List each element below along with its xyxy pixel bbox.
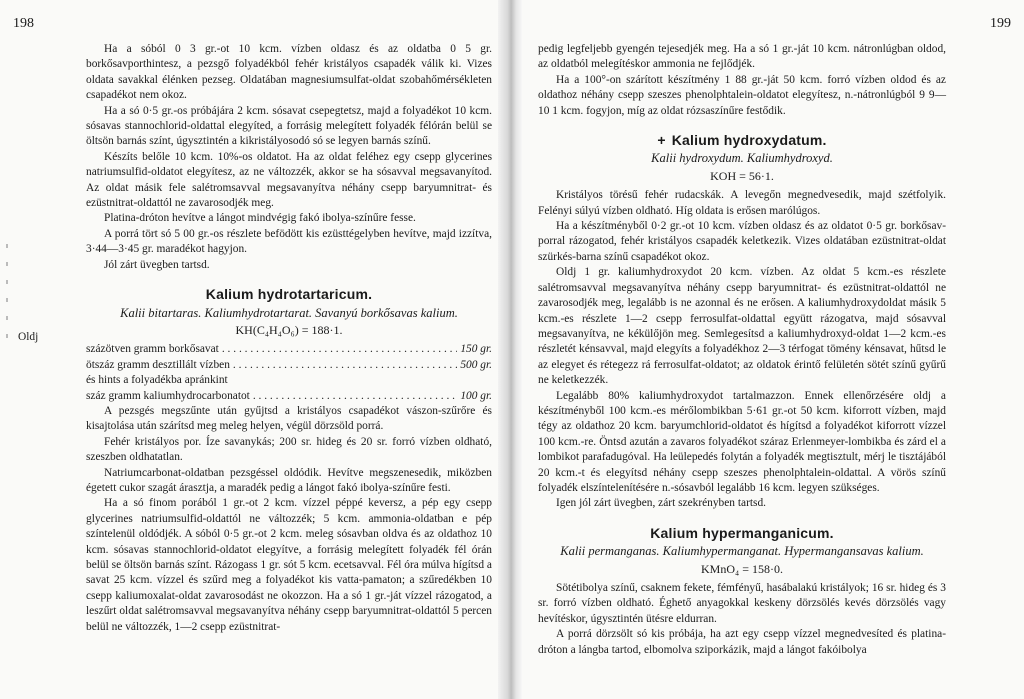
section-title-text: Kalium hydroxydatum.	[671, 132, 827, 149]
paragraph: Jól zárt üvegben tartsd.	[104, 258, 210, 271]
recipe-ingredient: százötven gramm borkősavat	[86, 343, 219, 356]
paragraph: Ha a só 0·5 gr.-os próbájára 2 kcm. sósavat csepegtetsz, majd a folyadékot 10 kcm. sósavas stannochlorid-oldattal elegyíted, a forrásig melegített folyadék félórán belül se öltsön barnás színt, úgysztintén a kikristályosodó só se legyen barnás színű.	[86, 104, 492, 148]
section-subtitle: Kalii permanganas. Kaliumhypermanganat. Hypermangansavas kalium.	[560, 544, 924, 559]
recipe-row	[86, 389, 492, 404]
left-text-column	[18, 42, 492, 635]
paragraph: Kristályos törésű fehér rudacskák. A levegőn megnedvesedik, majd szétfolyik. Felényi súlyú vízben oldható. Híg oldata is erősen marólúgos.	[538, 189, 946, 217]
recipe-amount: 100 gr.	[460, 389, 492, 402]
paragraph: Platina-dróton hevítve a lángot mindvégig fakó ibolya-színűre fesse.	[104, 212, 416, 225]
leader-dots	[222, 342, 457, 357]
paragraph: Legalább 80% kaliumhydroxydot tartalmazzon. Ennek ellenőrzésére oldj a készítményből 100 kcm.-es mérőlombikban 5·61 gr.-ot 50 kcm. kiforrott vízben, majd tégy az oldathoz 20 kcm. baryumchlorid-oldatot és hígítsd a folyadékot kiforrott vízzel 100 kcm.-re. Öntsd azután a zavaros folyadékot száraz Erlenmeyer-lombikba és zárd el a lombikot parafadugóval. Ha leülepedés folytán a folyadék megtisztult, mérj le tisztájából 20 kcm.-t és elegyítsd néhány csepp szeszes phenolphtalein-oldattal. A vörös színű folyadék elszíntelenítésére n.-sósavból legalább 16 kcm. legyen szükséges.	[538, 389, 946, 494]
left-page	[0, 0, 508, 699]
paragraph: A porrá dörzsölt só kis próbája, ha azt egy csepp vízzel megnedvesíted és platina-dróton a lángba tartod, elbomolva sziporkázik, majd a lángot fakóibolya	[538, 628, 946, 656]
paragraph: Ha a 100°-on szárított készítmény 1 88 gr.-ját 50 kcm. forró vízben oldod és az oldathoz néhány csepp szeszes phenolphtalein-oldatot elegyítesz, n.-nátronlúgból 9 9—10 1 kcm. fogyjon, míg az oldat rózsaszínűre festődik.	[538, 73, 946, 117]
recipe-ingredient: száz gramm kaliumhydrocarbonatot	[86, 389, 250, 402]
section-title	[538, 133, 946, 148]
page-number-right: 199	[990, 16, 1011, 31]
section-subtitle: Kalii hydroxydum. Kaliumhydroxyd.	[651, 151, 833, 166]
cross-mark-icon: +	[657, 132, 666, 149]
paragraph: Sötétibolya színű, csaknem fekete, fémfényű, hasábalakú kristályok; 16 sr. hideg és 3 sr. forró vízben oldható. Éghető anyagokkal keskeny dörzsölés kevés dörzsölés vagy hevítéskor, úgysztintén ütésre eldurran.	[538, 582, 946, 625]
margin-pencil-marks	[0, 230, 14, 430]
paragraph: Ha a só finom porából 1 gr.-ot 2 kcm. vízzel péppé keversz, a pép egy csepp glycerines natriumsulfid-oldattól ne változzék; 5 kcm. ammonia-oldatban e pép színtelenül oldódjék. A sóból 0·5 gr.-ot 2 kcm. meleg sósavban oldva és az oldathoz 10 kcm. sósavas stannochlorid-oldatot elegyítve, a forrásig melegített folyadék fél órán belül se öltsön barnás színt. Rázogass 1 gr. sót 5 kcm. ecetsavval. Fél óra múlva hígítsd a savat 25 kcm. vízzel és szűrd meg a folyadékot kis vatta-pamaton; a szűredékben 10 csepp kaliumoxalat-oldat zavarosodást ne okozzon. Ha a só 1 gr.-ját vízzel rázogatod, a leszűrt oldat salétromsavval megsavanyítva néhány csepp baryumnitrat-oldattól 5 percen belül ne változzék, 1—2 csepp ezüstnitrat-	[86, 497, 492, 633]
paragraph: Ha a készítményből 0·2 gr.-ot 10 kcm. vízben oldasz és az oldatot 0·5 gr. borkősav-porral rázogatod, fehér kristályos csapadék keletkezik. Vizes oldatában ezüstnitrat-oldat szürkés-barna színű csapadékot okoz.	[538, 220, 946, 263]
recipe-amount: 150 gr.	[460, 343, 492, 356]
paragraph: Ha a sóból 0 3 gr.-ot 10 kcm. vízben oldasz és az oldatba 0 5 gr. borkősavporthintesz, a pezsgő folyadékból fehér kristályos csapadék válik ki. Vizes oldata savakkal élénken pezseg. Oldatában magnesiumsulfat-oldat szobahőmérsékleten csapadékot nem okoz.	[86, 43, 492, 102]
chemical-formula: KMnO₄ = 158·0.	[701, 561, 783, 576]
recipe-row	[86, 342, 492, 357]
paragraph: Igen jól zárt üvegben, zárt szekrényben tartsd.	[556, 497, 767, 510]
leader-dots	[233, 358, 457, 373]
page-number-left: 198	[13, 16, 34, 31]
right-page	[516, 0, 1024, 699]
chemical-formula: KOH = 56·1.	[710, 168, 774, 183]
right-text-column	[538, 42, 946, 658]
paragraph: Fehér kristályos por. Íze savanykás; 200 sr. hideg és 20 sr. forró vízben oldható, szeszben oldhatatlan.	[86, 435, 492, 464]
leader-dots	[253, 389, 458, 404]
recipe-block	[18, 331, 492, 404]
recipe-amount: 500 gr.	[460, 358, 492, 371]
paragraph: pedig legfeljebb gyengén tejesedjék meg. Ha a só 1 gr.-ját 10 kcm. nátronlúgban oldod, az oldatból melegítéskor ammonia ne fejlődjék.	[538, 43, 946, 71]
chemical-formula: KH(C₄H₄O₆) = 188·1.	[235, 322, 343, 337]
recipe-connector: és hints a folyadékba apránkint	[86, 374, 228, 387]
section-title: Kalium hydrotartaricum.	[205, 286, 373, 303]
recipe-ingredient: ötszáz gramm desztillált vízben	[86, 358, 230, 371]
paragraph: Készíts belőle 10 kcm. 10%-os oldatot. Ha az oldat feléhez egy csepp glycerines natriumsulfid-oldatot elegyítesz, az ne változzék, akkor se ha sósavval megsavanyítod. Az oldat másik fele salétromsavval megsavanyítva néhány csepp baryumnitrat- és ezüstnitrat-oldattól ne zavarosodjék meg.	[86, 150, 492, 210]
section-subtitle: Kalii bitartaras. Kaliumhydrotartarat. Savanyú borkősavas kalium.	[120, 305, 458, 320]
paragraph: A pezsgés megszűnte után gyűjtsd a kristályos csapadékot vászon-szűrőre és kisajtolása után szárítsd meg meleg helyen, végül dörzsöld porrá.	[86, 404, 492, 433]
recipe-label: Oldj	[18, 331, 39, 344]
paragraph: Natriumcarbonat-oldatban pezsgéssel oldódik. Hevítve megszenesedik, miközben égetett cukor szagát árasztja, a maradék pedig a lángot fakó ibolya-színűre festi.	[86, 466, 492, 494]
section-title: Kalium hypermanganicum.	[650, 524, 834, 541]
paragraph: Oldj 1 gr. kaliumhydroxydot 20 kcm. vízben. Az oldat 5 kcm.-es részlete salétromsavval megsavanyítva néhány csepp baryumnitrat- és ezüstnitrat-oldattól ne zavarosodjék meg, legalább is ne azonnal és ne erősen. A kaliumhydroxydoldat másik 5 kcm.-es részlete 1—2 csepp ferrosulfat-oldattal együtt rázogatva, majd sósavval megsavanyítva, ne kékülőjön meg. Semlegesítsd a kaliumhydroxyd-oldat 1—2 kcm.-es részletét kénsavval, majd elegyíts a folyadékhoz 2—3 térfogat tömény kénsavat, hűtsd le az elegyet és rétegezz rá ferrosulfat-oldatot; az oldatok érintő felületén sötét színű gyűrű ne keletkezzék.	[538, 266, 946, 387]
recipe-row	[86, 358, 492, 373]
paragraph: A porrá tört só 5 00 gr.-os részlete befödött kis ezüsttégelyben hevítve, majd izzítva, 3·44—3·45 gr. maradékot hagyjon.	[86, 227, 492, 256]
